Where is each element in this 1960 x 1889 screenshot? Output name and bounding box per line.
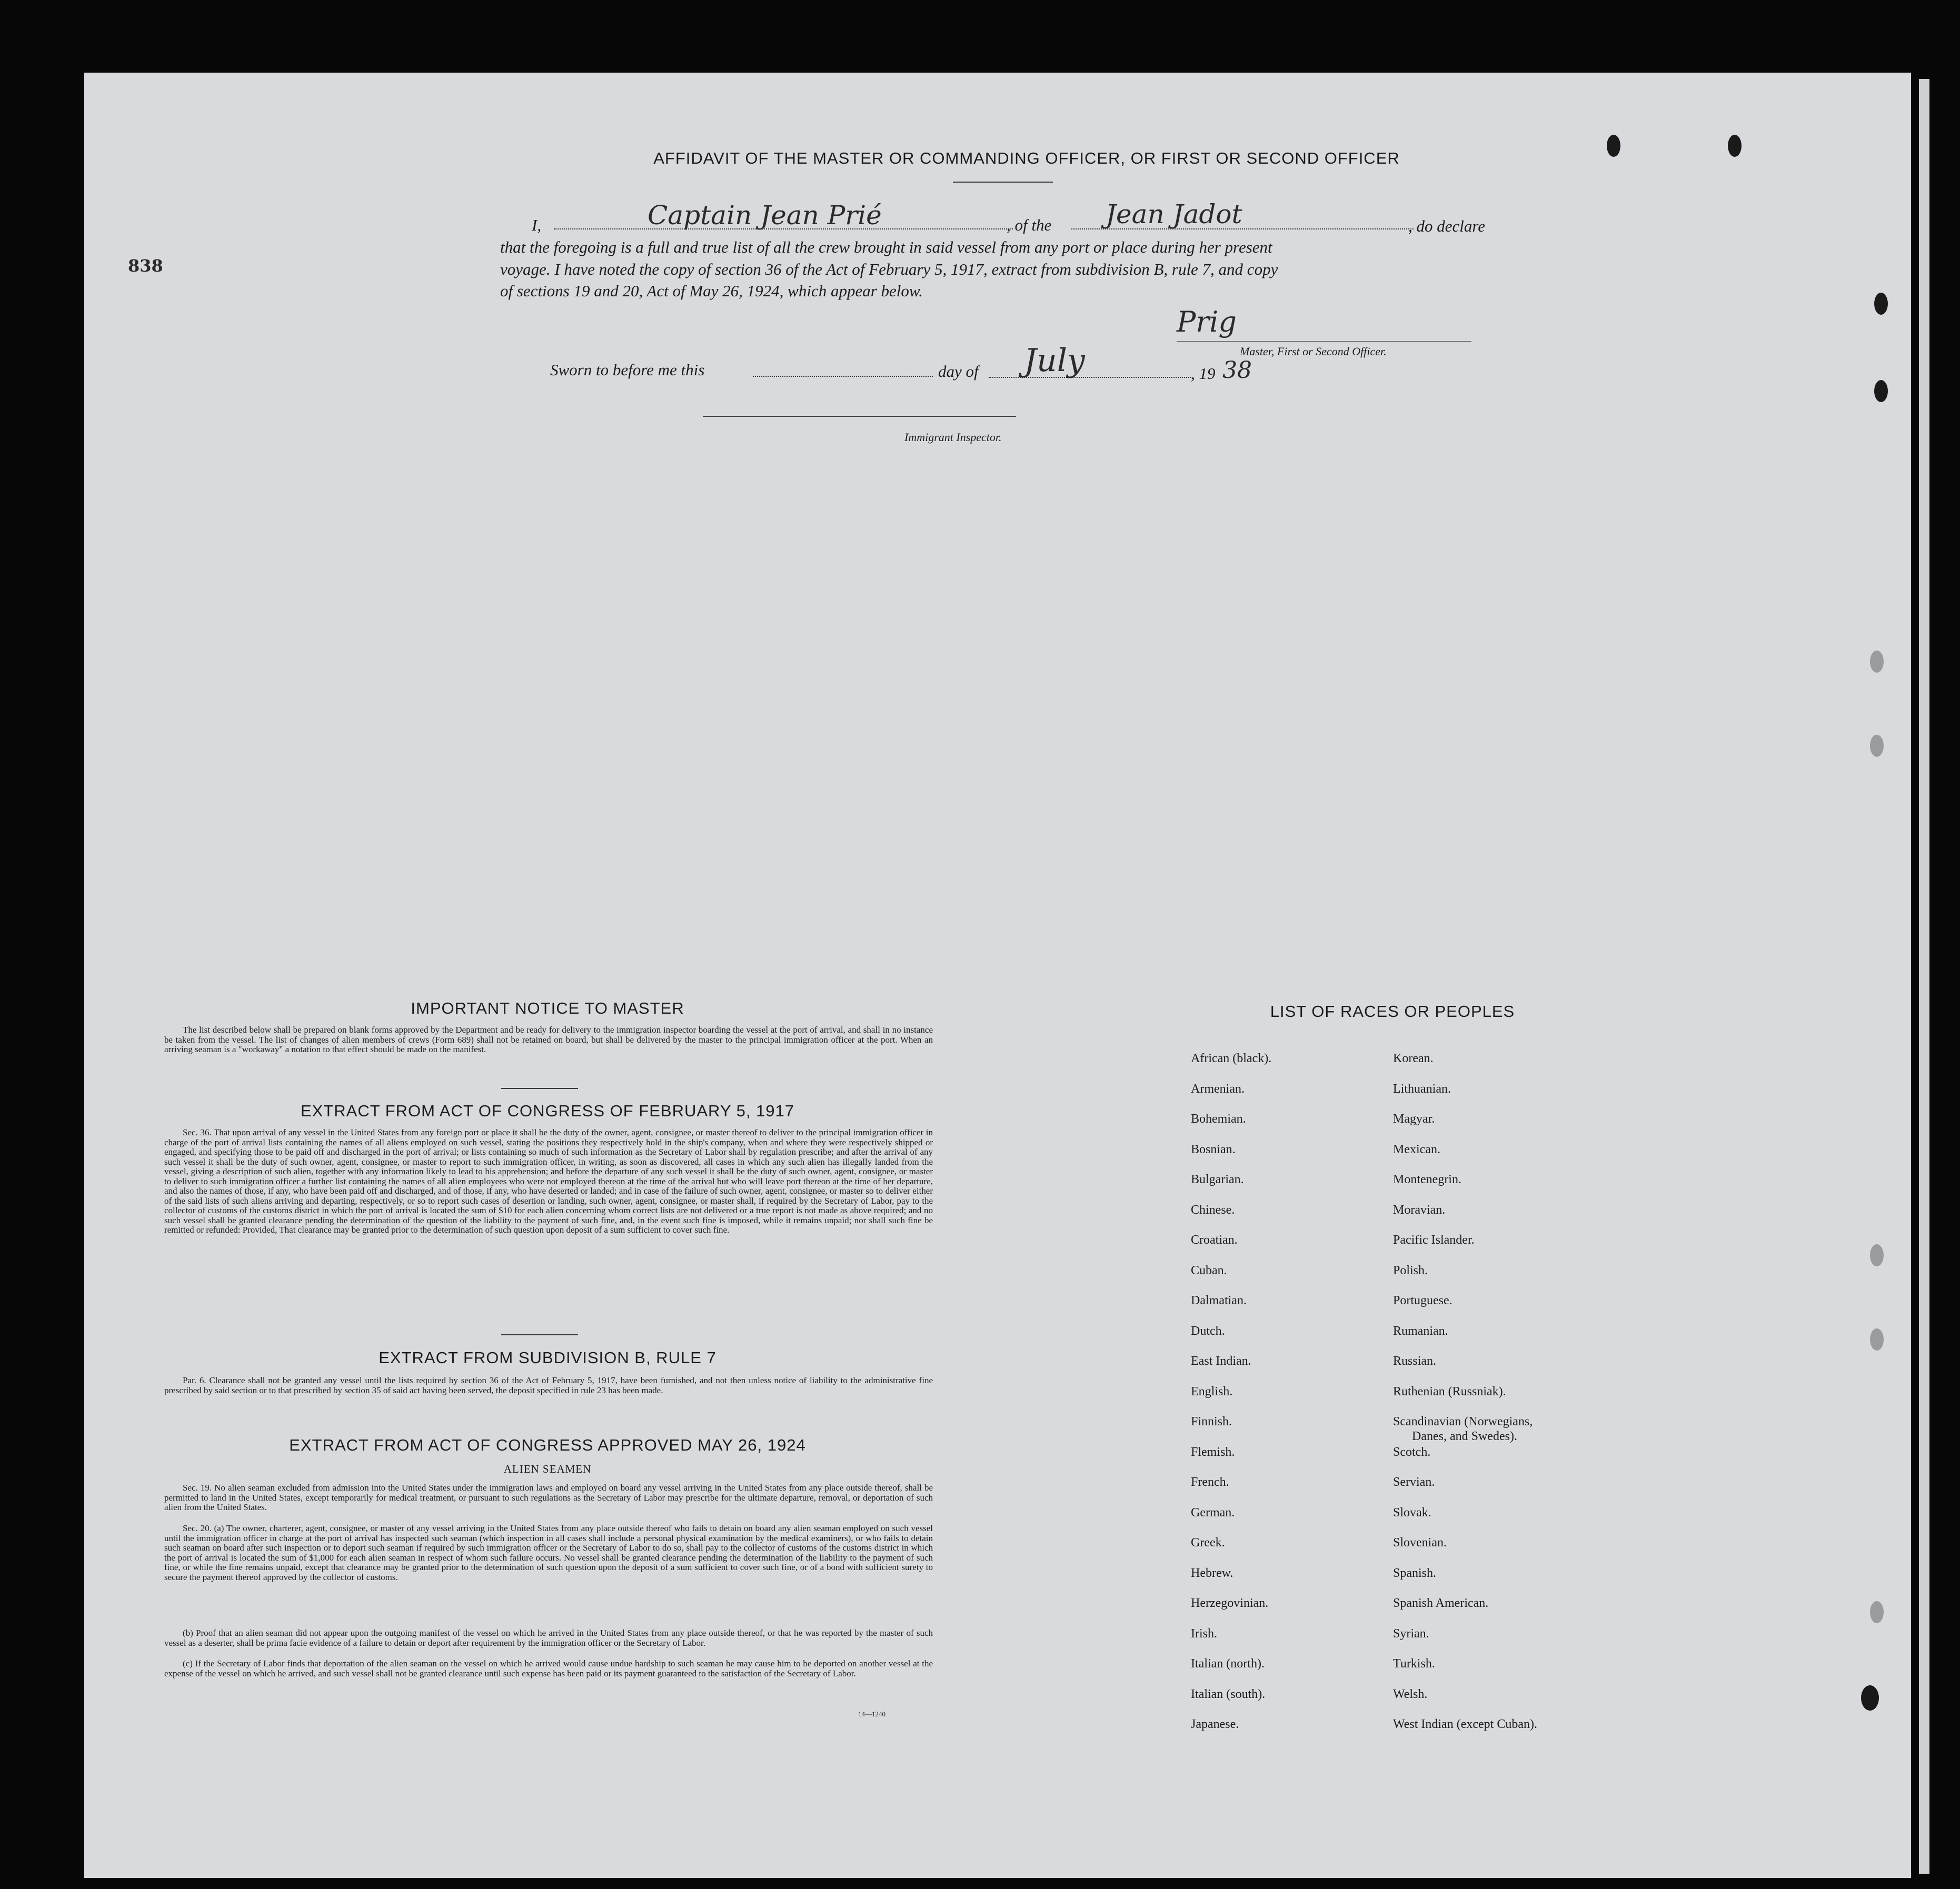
- race-item: Slovak.: [1393, 1506, 1431, 1520]
- affidavit-body-line: that the foregoing is a full and true list of all the crew brought in said vessel from any port or place during her present: [500, 238, 1272, 256]
- race-item: Flemish.: [1191, 1445, 1235, 1459]
- of-the-label: , of the: [1007, 216, 1052, 234]
- race-item: Slovenian.: [1393, 1536, 1447, 1550]
- race-item: Mexican.: [1393, 1143, 1440, 1156]
- divider: [953, 182, 1053, 183]
- affidavit-i-label: I,: [532, 216, 542, 234]
- race-item: Armenian.: [1191, 1082, 1245, 1096]
- race-item: English.: [1191, 1385, 1233, 1398]
- binder-hole: [1870, 735, 1884, 757]
- race-item: Spanish American.: [1393, 1596, 1489, 1610]
- race-item: Magyar.: [1393, 1112, 1435, 1126]
- race-item: Scotch.: [1393, 1445, 1431, 1459]
- race-item: Irish.: [1191, 1627, 1217, 1641]
- declare-label: , do declare: [1408, 217, 1486, 235]
- race-item: Pacific Islander.: [1393, 1233, 1475, 1247]
- page-edge: [1919, 79, 1929, 1874]
- race-item: Hebrew.: [1191, 1566, 1233, 1580]
- race-item: Dalmatian.: [1191, 1294, 1247, 1307]
- race-item: Rumanian.: [1393, 1324, 1448, 1338]
- race-item: Italian (south).: [1191, 1687, 1266, 1701]
- race-item: Syrian.: [1393, 1627, 1429, 1641]
- binder-hole: [1870, 1328, 1884, 1351]
- races-title: LIST OF RACES OR PEOPLES: [1270, 1002, 1515, 1021]
- extract-1924-subtitle: ALIEN SEAMEN: [503, 1463, 592, 1475]
- extract-1917-title: EXTRACT FROM ACT OF CONGRESS OF FEBRUARY 5, 1917: [300, 1102, 795, 1120]
- notice-title: IMPORTANT NOTICE TO MASTER: [411, 999, 684, 1017]
- race-item: Dutch.: [1191, 1324, 1225, 1338]
- extract-1924-sec20b: (b) Proof that an alien seaman did not appear upon the outgoing manifest of the vessel on which he arrived in the United States from any place outside thereof, or that he was reported by the master of such vessel as a deserter, shall be prima facie evidence of a failure to detain or deport after requirement by the immigration officer or the Secretary of Labor.: [164, 1628, 933, 1648]
- race-item: Italian (north).: [1191, 1657, 1265, 1671]
- margin-number: 838: [128, 256, 163, 276]
- race-item: Montenegrin.: [1393, 1173, 1461, 1186]
- sworn-label: Sworn to before me this: [550, 361, 705, 379]
- binder-hole: [1874, 293, 1888, 315]
- divider: [501, 1088, 578, 1089]
- race-item: Moravian.: [1393, 1203, 1446, 1217]
- extract-rule7-text: Par. 6. Clearance shall not be granted any vessel until the lists required by section 36 of the Act of February 5, 1917, have been furnished, and not then unless notice of liability to the administrative fine prescribed by said section or to that prescribed by section 35 of said act having been served, the deposit specified in rule 23 has been made.: [164, 1375, 933, 1395]
- binder-hole: [1870, 1244, 1884, 1266]
- race-item: East Indian.: [1191, 1354, 1251, 1368]
- race-item: Scandinavian (Norwegians,: [1393, 1415, 1533, 1428]
- document-page: [84, 73, 1911, 1878]
- race-item: Lithuanian.: [1393, 1082, 1451, 1096]
- race-item: Greek.: [1191, 1536, 1225, 1550]
- divider: [501, 1334, 578, 1335]
- race-item: French.: [1191, 1475, 1229, 1489]
- binder-hole: [1870, 651, 1884, 673]
- race-item: Portuguese.: [1393, 1294, 1452, 1307]
- race-item: Korean.: [1393, 1052, 1434, 1065]
- binder-hole: [1874, 380, 1888, 402]
- notice-text: The list described below shall be prepared on blank forms approved by the Department and be ready for delivery to the immigration inspector boarding the vessel at the port of arrival, and shall in no instance be taken from the vessel. The list of changes of alien members of crews (Form 689) shall not be retained on board, but shall be delivered by the master to the principal immigration officer at the port. When an arriving seaman is a "workaway" a notation to that effect should be made on the manifest.: [164, 1025, 933, 1054]
- year-suffix: 38: [1222, 357, 1252, 384]
- race-item: Polish.: [1393, 1264, 1428, 1277]
- affidavit-body-line: voyage. I have noted the copy of section 36 of the Act of February 5, 1917, extract from subdivision B, rule 7, and copy: [500, 260, 1278, 278]
- master-name: Captain Jean Prié: [648, 200, 882, 231]
- race-item: Servian.: [1393, 1475, 1435, 1489]
- race-item: Chinese.: [1191, 1203, 1235, 1217]
- binder-hole: [1861, 1685, 1879, 1711]
- race-item: Russian.: [1393, 1354, 1437, 1368]
- binder-hole: [1607, 135, 1620, 157]
- race-item: Ruthenian (Russniak).: [1393, 1385, 1506, 1398]
- extract-1924-title: EXTRACT FROM ACT OF CONGRESS APPROVED MAY 26, 1924: [289, 1436, 806, 1454]
- extract-1924-sec19: Sec. 19. No alien seaman excluded from admission into the United States under the immigration laws and employed on board any vessel arriving in the United States from any place outside thereof, shall be permitted to land in the United States, except temporarily for medical treatment, or pursuant to such regulations as the Secretary of Labor may prescribe for the ultimate departure, removal, or deportation of such alien from the United States.: [164, 1483, 933, 1512]
- race-item: African (black).: [1191, 1052, 1272, 1065]
- year-prefix: , 19: [1191, 364, 1216, 383]
- signature-line: [1177, 341, 1471, 342]
- extract-1924-sec20a: Sec. 20. (a) The owner, charterer, agent, consignee, or master of any vessel arriving in the United States from any place outside thereof who fails to detain on board any alien seaman employed on such vessel until the immigration officer in charge at the port of arrival has inspected such seaman (which inspection in all cases shall include a personal physical examination by the medical examiners), or who fails to detain such seaman on board after such inspection or to deport such seaman if required by such immigration officer or the Secretary of Labor to do so, shall pay to the collector of customs of the customs district in which the port of arrival is located the sum of $1,000 for each alien seaman in respect of whom such failure occurs. No vessel shall be granted clearance pending the determination of the liability to the payment of such fine, or while the fine remains unpaid, except that clearance may be granted prior to the determination of such question upon the deposit of a sum sufficient to cover such fine, or of a bond with sufficient surety to secure the payment thereof approved by the collector of customs.: [164, 1523, 933, 1582]
- race-item: Finnish.: [1191, 1415, 1232, 1428]
- affidavit-body-line: of sections 19 and 20, Act of May 26, 1924, which appear below.: [500, 282, 923, 300]
- race-item: Bohemian.: [1191, 1112, 1246, 1126]
- day-of-label: day of: [938, 362, 979, 381]
- race-item: Spanish.: [1393, 1566, 1437, 1580]
- month: July: [1024, 342, 1085, 379]
- officer-signature: Prig: [1177, 305, 1237, 338]
- vessel-name: Jean Jadot: [1106, 199, 1242, 229]
- race-item: Croatian.: [1191, 1233, 1238, 1247]
- race-item: Turkish.: [1393, 1657, 1435, 1671]
- race-item: Bosnian.: [1191, 1143, 1236, 1156]
- race-item: Danes, and Swedes).: [1412, 1430, 1517, 1443]
- binder-hole: [1728, 135, 1742, 157]
- race-item: West Indian (except Cuban).: [1393, 1717, 1537, 1731]
- inspector-line: [703, 416, 1016, 417]
- extract-1924-sec20c: (c) If the Secretary of Labor finds that deportation of the alien seaman on the vessel on which he arrived would cause undue hardship to such seaman he may cause him to be deported on another vessel at the expense of the vessel on which he arrived, and such vessel shall not be granted clearance until such expense has been paid or its payment guaranteed to the satisfaction of the Secretary of Labor.: [164, 1658, 933, 1678]
- signature-caption: Master, First or Second Officer.: [1240, 345, 1387, 358]
- race-item: Welsh.: [1393, 1687, 1428, 1701]
- month-line: [989, 376, 1191, 378]
- inspector-caption: Immigrant Inspector.: [904, 431, 1002, 444]
- race-item: Cuban.: [1191, 1264, 1227, 1277]
- extract-1917-text: Sec. 36. That upon arrival of any vessel in the United States from any foreign port or place it shall be the duty of the owner, agent, consignee, or master thereof to deliver to the principal immigration officer in charge of the port of arrival lists containing the names of all aliens employed on such vessel, stating the positions they respectively hold in the ship's company, when and where they were respectively shipped or engaged, and specifying those to be paid off and discharged in the port of arrival; or lists containing so much of such information as the Secretary of Labor shall by regulation prescribe; and after the arrival of any such vessel it shall be the duty of such owner, agent, consignee, or master to report to such immigration officer, in writing, as soon as discovered, all cases in which any such alien has illegally landed from the vessel, giving a description of such alien, together with any information likely to lead to his apprehension; and before the departure of any such vessel it shall be the duty of such owner, agent, consignee, or master to deliver to such immigration officer a further list containing the names of all alien employees who were not employed thereon at the time of the arrival but who will leave port thereon at the time of her departure, and also the names of those, if any, who have been paid off and discharged, and of those, if any, who have deserted or landed; and in case of the failure of such owner, agent, consignee, or master so to deliver either of the said lists of such aliens arriving and departing, respectively, or so to report such cases of desertion or landing, such owner, agent, consignee, or master shall, if required by the Secretary of Labor, pay to the collector of customs of the customs district in which the port of arrival is located the sum of $10 for each alien concerning whom correct lists are not delivered or a true report is not made as above required; and no such vessel shall be granted clearance pending the determination of the question of the liability to the payment of such fine, and, in the event such fine is imposed, while it remains unpaid; nor shall such fine be remitted or refunded: Provided, That clearance may be granted prior to the determination of such question upon deposit of a sum sufficient to cover such fine.: [164, 1127, 933, 1235]
- race-item: Herzegovinian.: [1191, 1596, 1269, 1610]
- binder-hole: [1870, 1601, 1884, 1623]
- form-number: 14—1240: [858, 1710, 886, 1718]
- day-line: [753, 375, 933, 377]
- race-item: German.: [1191, 1506, 1235, 1520]
- race-item: Japanese.: [1191, 1717, 1239, 1731]
- affidavit-title: AFFIDAVIT OF THE MASTER OR COMMANDING OFFICER, OR FIRST OR SECOND OFFICER: [653, 149, 1400, 167]
- race-item: Bulgarian.: [1191, 1173, 1244, 1186]
- extract-rule7-title: EXTRACT FROM SUBDIVISION B, RULE 7: [379, 1348, 717, 1367]
